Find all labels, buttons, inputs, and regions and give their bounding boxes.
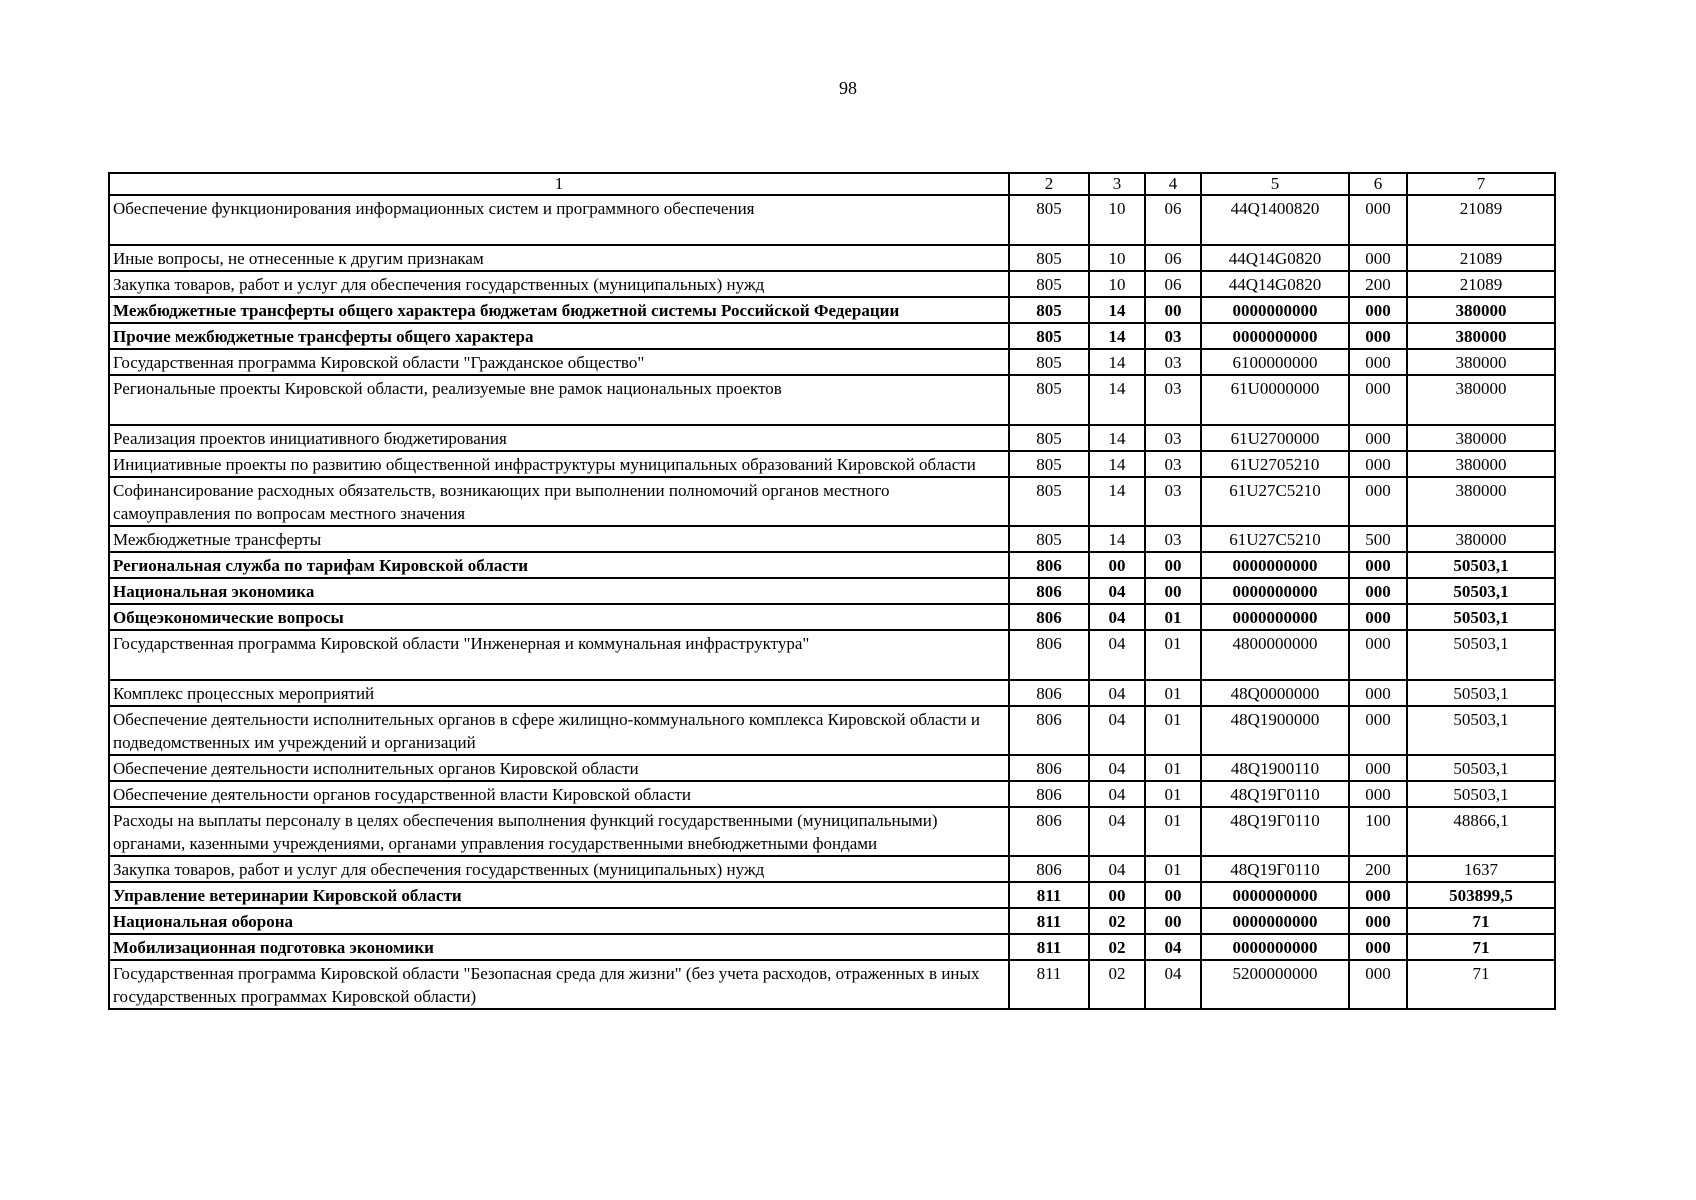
cell-col-4: 00 <box>1145 297 1201 323</box>
cell-col-2: 805 <box>1009 375 1089 425</box>
table-row <box>109 604 1555 630</box>
cell-col-4: 04 <box>1145 934 1201 960</box>
cell-name: Межбюджетные трансферты <box>109 526 1009 552</box>
header-row <box>109 173 1555 195</box>
cell-col-5: 61U2705210 <box>1201 451 1349 477</box>
cell-col-2: 805 <box>1009 271 1089 297</box>
cell-col-3: 10 <box>1089 271 1145 297</box>
cell-col-7: 503899,5 <box>1407 882 1555 908</box>
cell-col-7: 21089 <box>1407 195 1555 245</box>
cell-col-3: 00 <box>1089 882 1145 908</box>
cell-col-3: 00 <box>1089 552 1145 578</box>
table-row <box>109 245 1555 271</box>
cell-col-4: 00 <box>1145 552 1201 578</box>
table-row <box>109 375 1555 425</box>
table-row <box>109 807 1555 856</box>
cell-name: Прочие межбюджетные трансферты общего характера <box>109 323 1009 349</box>
cell-col-5: 0000000000 <box>1201 934 1349 960</box>
cell-col-3: 02 <box>1089 908 1145 934</box>
cell-col-5: 4800000000 <box>1201 630 1349 680</box>
cell-col-2: 805 <box>1009 477 1089 526</box>
cell-col-5: 0000000000 <box>1201 323 1349 349</box>
cell-col-5: 5200000000 <box>1201 960 1349 1009</box>
cell-col-4: 03 <box>1145 349 1201 375</box>
table-row <box>109 552 1555 578</box>
cell-col-7: 71 <box>1407 908 1555 934</box>
cell-col-2: 805 <box>1009 526 1089 552</box>
cell-col-3: 04 <box>1089 680 1145 706</box>
cell-col-3: 10 <box>1089 195 1145 245</box>
table-row <box>109 755 1555 781</box>
cell-col-7: 380000 <box>1407 451 1555 477</box>
header-col-7: 7 <box>1407 173 1555 195</box>
cell-col-5: 61U27C5210 <box>1201 526 1349 552</box>
cell-name: Государственная программа Кировской области "Гражданское общество" <box>109 349 1009 375</box>
cell-col-4: 01 <box>1145 807 1201 856</box>
cell-col-2: 806 <box>1009 856 1089 882</box>
cell-col-5: 61U0000000 <box>1201 375 1349 425</box>
cell-col-7: 50503,1 <box>1407 604 1555 630</box>
cell-name: Обеспечение деятельности исполнительных органов Кировской области <box>109 755 1009 781</box>
cell-col-6: 000 <box>1349 552 1407 578</box>
table-row <box>109 781 1555 807</box>
cell-col-4: 01 <box>1145 856 1201 882</box>
table-row <box>109 451 1555 477</box>
cell-col-7: 50503,1 <box>1407 706 1555 755</box>
cell-col-3: 04 <box>1089 604 1145 630</box>
cell-col-4: 01 <box>1145 706 1201 755</box>
cell-name: Межбюджетные трансферты общего характера бюджетам бюджетной системы Российской Федерации <box>109 297 1009 323</box>
header-col-6: 6 <box>1349 173 1407 195</box>
cell-col-6: 000 <box>1349 195 1407 245</box>
cell-col-2: 806 <box>1009 706 1089 755</box>
cell-col-2: 805 <box>1009 245 1089 271</box>
cell-col-5: 61U27C5210 <box>1201 477 1349 526</box>
cell-col-5: 0000000000 <box>1201 604 1349 630</box>
cell-col-6: 000 <box>1349 297 1407 323</box>
cell-name: Закупка товаров, работ и услуг для обеспечения государственных (муниципальных) нужд <box>109 271 1009 297</box>
cell-col-5: 48Q19Г0110 <box>1201 781 1349 807</box>
cell-col-5: 0000000000 <box>1201 882 1349 908</box>
cell-name: Софинансирование расходных обязательств, возникающих при выполнении полномочий органов местного самоуправления по вопросам местного значения <box>109 477 1009 526</box>
table-row <box>109 323 1555 349</box>
cell-col-3: 14 <box>1089 526 1145 552</box>
cell-name: Национальная экономика <box>109 578 1009 604</box>
cell-col-6: 000 <box>1349 706 1407 755</box>
cell-col-2: 811 <box>1009 934 1089 960</box>
cell-col-5: 0000000000 <box>1201 908 1349 934</box>
table-row <box>109 882 1555 908</box>
cell-name: Комплекс процессных мероприятий <box>109 680 1009 706</box>
cell-col-7: 380000 <box>1407 375 1555 425</box>
cell-col-6: 000 <box>1349 934 1407 960</box>
cell-name: Обеспечение деятельности исполнительных органов в сфере жилищно-коммунального комплекса Кировской области и подведомственных им учреждений и организаций <box>109 706 1009 755</box>
cell-col-7: 1637 <box>1407 856 1555 882</box>
cell-name: Инициативные проекты по развитию общественной инфраструктуры муниципальных образований Кировской области <box>109 451 1009 477</box>
cell-col-3: 02 <box>1089 934 1145 960</box>
cell-col-6: 000 <box>1349 323 1407 349</box>
cell-col-7: 71 <box>1407 960 1555 1009</box>
cell-name: Государственная программа Кировской области "Безопасная среда для жизни" (без учета расходов, отраженных в иных государственных программах Кировской области) <box>109 960 1009 1009</box>
cell-col-2: 805 <box>1009 323 1089 349</box>
budget-table <box>108 172 1556 1010</box>
cell-col-2: 805 <box>1009 451 1089 477</box>
cell-name: Управление ветеринарии Кировской области <box>109 882 1009 908</box>
cell-col-4: 00 <box>1145 578 1201 604</box>
cell-col-7: 380000 <box>1407 425 1555 451</box>
cell-col-7: 380000 <box>1407 526 1555 552</box>
table-row <box>109 297 1555 323</box>
cell-col-4: 04 <box>1145 960 1201 1009</box>
cell-col-6: 000 <box>1349 781 1407 807</box>
cell-col-2: 806 <box>1009 755 1089 781</box>
table-row <box>109 960 1555 1009</box>
cell-col-7: 50503,1 <box>1407 578 1555 604</box>
cell-col-5: 48Q1900110 <box>1201 755 1349 781</box>
cell-col-5: 48Q19Г0110 <box>1201 856 1349 882</box>
cell-col-4: 03 <box>1145 451 1201 477</box>
cell-col-2: 811 <box>1009 882 1089 908</box>
cell-col-2: 806 <box>1009 552 1089 578</box>
cell-col-5: 44Q14G0820 <box>1201 271 1349 297</box>
cell-col-7: 71 <box>1407 934 1555 960</box>
table-row <box>109 706 1555 755</box>
cell-col-4: 01 <box>1145 755 1201 781</box>
cell-col-6: 000 <box>1349 680 1407 706</box>
cell-name: Обеспечение функционирования информационных систем и программного обеспечения <box>109 195 1009 245</box>
cell-col-6: 200 <box>1349 856 1407 882</box>
cell-col-2: 806 <box>1009 807 1089 856</box>
cell-col-6: 000 <box>1349 451 1407 477</box>
cell-col-3: 04 <box>1089 807 1145 856</box>
cell-col-7: 50503,1 <box>1407 781 1555 807</box>
table-row <box>109 578 1555 604</box>
cell-col-4: 00 <box>1145 882 1201 908</box>
cell-col-2: 805 <box>1009 349 1089 375</box>
header-col-4: 4 <box>1145 173 1201 195</box>
cell-col-2: 806 <box>1009 604 1089 630</box>
table-row <box>109 425 1555 451</box>
cell-name: Региональные проекты Кировской области, реализуемые вне рамок национальных проектов <box>109 375 1009 425</box>
cell-col-5: 44Q1400820 <box>1201 195 1349 245</box>
cell-col-6: 000 <box>1349 604 1407 630</box>
table-row <box>109 526 1555 552</box>
cell-col-2: 805 <box>1009 425 1089 451</box>
cell-col-6: 000 <box>1349 578 1407 604</box>
cell-col-2: 806 <box>1009 630 1089 680</box>
cell-col-4: 01 <box>1145 680 1201 706</box>
cell-col-4: 00 <box>1145 908 1201 934</box>
table-body <box>109 195 1555 1009</box>
cell-col-6: 000 <box>1349 882 1407 908</box>
cell-col-5: 48Q19Г0110 <box>1201 807 1349 856</box>
cell-col-3: 04 <box>1089 578 1145 604</box>
cell-col-3: 02 <box>1089 960 1145 1009</box>
cell-col-3: 14 <box>1089 451 1145 477</box>
table-row <box>109 630 1555 680</box>
cell-col-7: 380000 <box>1407 297 1555 323</box>
cell-col-4: 03 <box>1145 477 1201 526</box>
cell-col-3: 14 <box>1089 375 1145 425</box>
cell-col-5: 61U2700000 <box>1201 425 1349 451</box>
table-row <box>109 934 1555 960</box>
cell-col-6: 000 <box>1349 908 1407 934</box>
cell-col-3: 04 <box>1089 856 1145 882</box>
table-row <box>109 271 1555 297</box>
cell-col-2: 806 <box>1009 781 1089 807</box>
table-row <box>109 477 1555 526</box>
table-row <box>109 349 1555 375</box>
cell-col-3: 14 <box>1089 349 1145 375</box>
table-row <box>109 908 1555 934</box>
cell-col-7: 50503,1 <box>1407 755 1555 781</box>
header-col-5: 5 <box>1201 173 1349 195</box>
cell-name: Общеэкономические вопросы <box>109 604 1009 630</box>
cell-col-5: 44Q14G0820 <box>1201 245 1349 271</box>
cell-col-7: 380000 <box>1407 477 1555 526</box>
cell-col-6: 100 <box>1349 807 1407 856</box>
cell-col-4: 03 <box>1145 375 1201 425</box>
cell-col-6: 000 <box>1349 375 1407 425</box>
cell-name: Расходы на выплаты персоналу в целях обеспечения выполнения функций государственными (муниципальными) органами, казенными учреждениями, органами управления государственными внебюджетными фондами <box>109 807 1009 856</box>
cell-name: Иные вопросы, не отнесенные к другим признакам <box>109 245 1009 271</box>
cell-name: Мобилизационная подготовка экономики <box>109 934 1009 960</box>
cell-col-2: 811 <box>1009 960 1089 1009</box>
cell-name: Закупка товаров, работ и услуг для обеспечения государственных (муниципальных) нужд <box>109 856 1009 882</box>
cell-col-4: 01 <box>1145 630 1201 680</box>
cell-col-7: 50503,1 <box>1407 680 1555 706</box>
cell-col-2: 805 <box>1009 297 1089 323</box>
cell-col-4: 06 <box>1145 271 1201 297</box>
cell-col-7: 48866,1 <box>1407 807 1555 856</box>
cell-col-6: 000 <box>1349 245 1407 271</box>
cell-name: Реализация проектов инициативного бюджетирования <box>109 425 1009 451</box>
cell-col-4: 06 <box>1145 195 1201 245</box>
cell-col-7: 380000 <box>1407 323 1555 349</box>
header-col-2: 2 <box>1009 173 1089 195</box>
cell-col-3: 04 <box>1089 755 1145 781</box>
cell-col-2: 806 <box>1009 680 1089 706</box>
cell-col-3: 14 <box>1089 425 1145 451</box>
cell-col-6: 200 <box>1349 271 1407 297</box>
cell-name: Государственная программа Кировской области "Инженерная и коммунальная инфраструктура" <box>109 630 1009 680</box>
cell-col-5: 0000000000 <box>1201 552 1349 578</box>
header-col-1: 1 <box>109 173 1009 195</box>
cell-col-5: 0000000000 <box>1201 578 1349 604</box>
cell-col-3: 04 <box>1089 706 1145 755</box>
cell-col-4: 03 <box>1145 425 1201 451</box>
cell-col-6: 500 <box>1349 526 1407 552</box>
cell-col-5: 0000000000 <box>1201 297 1349 323</box>
cell-col-7: 380000 <box>1407 349 1555 375</box>
cell-col-7: 21089 <box>1407 271 1555 297</box>
cell-col-4: 06 <box>1145 245 1201 271</box>
cell-col-4: 03 <box>1145 323 1201 349</box>
cell-col-3: 14 <box>1089 323 1145 349</box>
cell-col-6: 000 <box>1349 960 1407 1009</box>
cell-col-6: 000 <box>1349 349 1407 375</box>
cell-name: Обеспечение деятельности органов государственной власти Кировской области <box>109 781 1009 807</box>
cell-name: Региональная служба по тарифам Кировской области <box>109 552 1009 578</box>
cell-col-4: 03 <box>1145 526 1201 552</box>
cell-col-5: 6100000000 <box>1201 349 1349 375</box>
cell-col-7: 21089 <box>1407 245 1555 271</box>
cell-col-7: 50503,1 <box>1407 552 1555 578</box>
page-number: 98 <box>839 78 857 98</box>
table-row <box>109 856 1555 882</box>
cell-col-7: 50503,1 <box>1407 630 1555 680</box>
cell-col-3: 04 <box>1089 781 1145 807</box>
cell-col-6: 000 <box>1349 425 1407 451</box>
table-row <box>109 195 1555 245</box>
cell-col-3: 10 <box>1089 245 1145 271</box>
cell-col-3: 14 <box>1089 297 1145 323</box>
cell-col-6: 000 <box>1349 755 1407 781</box>
header-col-3: 3 <box>1089 173 1145 195</box>
cell-col-6: 000 <box>1349 477 1407 526</box>
cell-col-3: 04 <box>1089 630 1145 680</box>
cell-col-5: 48Q1900000 <box>1201 706 1349 755</box>
cell-name: Национальная оборона <box>109 908 1009 934</box>
cell-col-3: 14 <box>1089 477 1145 526</box>
cell-col-6: 000 <box>1349 630 1407 680</box>
cell-col-4: 01 <box>1145 781 1201 807</box>
cell-col-2: 806 <box>1009 578 1089 604</box>
table-row <box>109 680 1555 706</box>
cell-col-2: 811 <box>1009 908 1089 934</box>
cell-col-5: 48Q0000000 <box>1201 680 1349 706</box>
cell-col-2: 805 <box>1009 195 1089 245</box>
cell-col-4: 01 <box>1145 604 1201 630</box>
